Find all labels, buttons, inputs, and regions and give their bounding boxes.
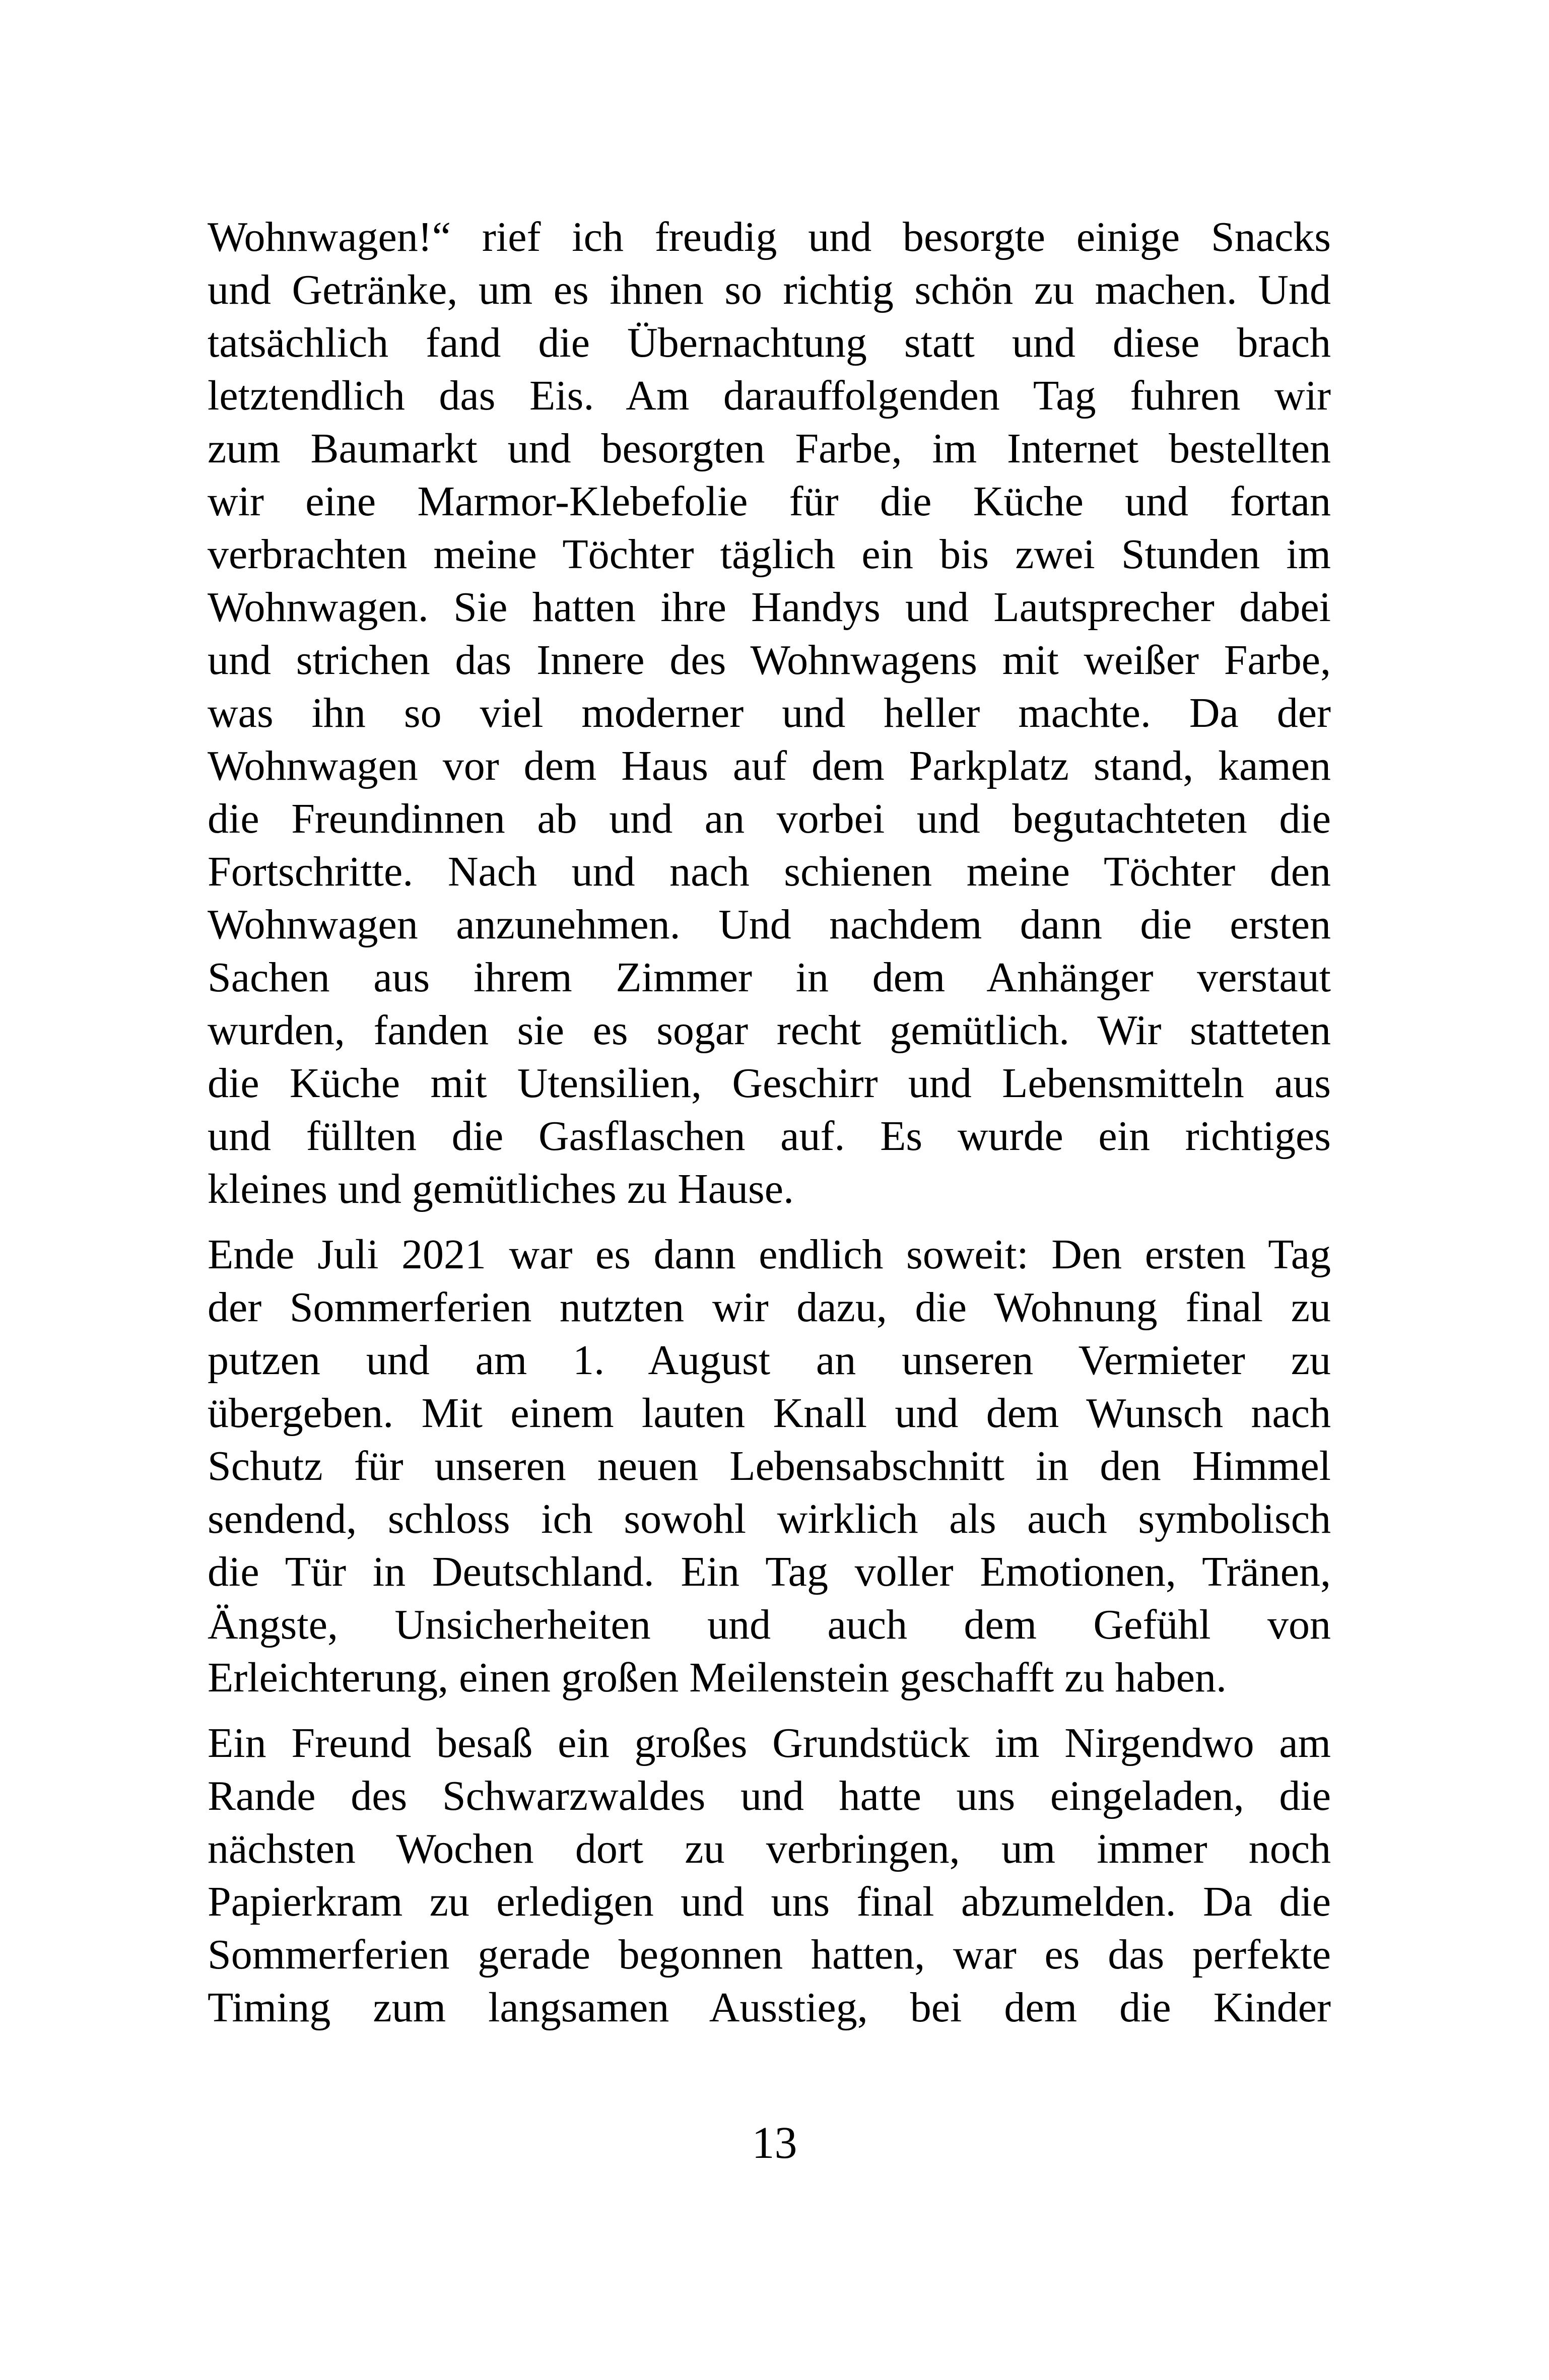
text-line: die Küche mit Utensilien, Geschirr und Lebensmitteln aus — [208, 1060, 1331, 1107]
text-line: der Sommerferien nutzten wir dazu, die Wohnung final zu — [208, 1284, 1331, 1331]
text-line: Erleichterung, einen großen Meilenstein geschafft zu haben. — [208, 1654, 1227, 1701]
paragraph — [208, 1717, 1331, 2034]
text-line: kleines und gemütliches zu Hause. — [208, 1166, 794, 1212]
text-line: letztendlich das Eis. Am darauffolgenden Tag fuhren wir — [208, 372, 1331, 419]
text-line: nächsten Wochen dort zu verbringen, um immer noch — [208, 1825, 1331, 1872]
text-line: verbrachten meine Töchter täglich ein bis zwei Stunden im — [208, 531, 1331, 578]
text-line: Ende Juli 2021 war es dann endlich soweit: Den ersten Tag — [208, 1231, 1331, 1278]
text-line: Ein Freund besaß ein großes Grundstück im Nirgendwo am — [208, 1720, 1331, 1766]
paragraph — [208, 1228, 1331, 1704]
text-line: wurden, fanden sie es sogar recht gemütlich. Wir statteten — [208, 1007, 1331, 1054]
text-line: wir eine Marmor-Klebefolie für die Küche und fortan — [208, 478, 1331, 525]
text-line: übergeben. Mit einem lauten Knall und dem Wunsch nach — [208, 1390, 1331, 1437]
text-line: Wohnwagen. Sie hatten ihre Handys und Lautsprecher dabei — [208, 584, 1331, 631]
text-line: und füllten die Gasflaschen auf. Es wurde ein richtiges — [208, 1113, 1331, 1160]
text-line: und strichen das Innere des Wohnwagens mit weißer Farbe, — [208, 637, 1331, 684]
text-line: putzen und am 1. August an unseren Vermieter zu — [208, 1337, 1331, 1384]
text-line: sendend, schloss ich sowohl wirklich als auch symbolisch — [208, 1495, 1331, 1542]
text-line: Wohnwagen vor dem Haus auf dem Parkplatz stand, kamen — [208, 742, 1331, 789]
text-line: Fortschritte. Nach und nach schienen meine Töchter den — [208, 848, 1331, 895]
text-line: Schutz für unseren neuen Lebensabschnitt in den Himmel — [208, 1443, 1331, 1489]
paragraph — [208, 211, 1331, 1215]
text-line: Timing zum langsamen Ausstieg, bei dem die Kinder — [208, 1984, 1331, 2031]
text-line: und Getränke, um es ihnen so richtig schön zu machen. Und — [208, 266, 1331, 313]
text-line: zum Baumarkt und besorgten Farbe, im Internet bestellten — [208, 425, 1331, 472]
text-line: Wohnwagen!“ rief ich freudig und besorgte einige Snacks — [208, 214, 1331, 260]
text-line: Papierkram zu erledigen und uns final abzumelden. Da die — [208, 1878, 1331, 1925]
text-line: Rande des Schwarzwaldes und hatte uns eingeladen, die — [208, 1773, 1331, 1819]
text-line: Wohnwagen anzunehmen. Und nachdem dann die ersten — [208, 901, 1331, 948]
body-text — [208, 211, 1331, 2047]
text-line: die Tür in Deutschland. Ein Tag voller Emotionen, Tränen, — [208, 1548, 1331, 1595]
text-line: Sommerferien gerade begonnen hatten, war es das perfekte — [208, 1931, 1331, 1978]
text-line: Sachen aus ihrem Zimmer in dem Anhänger verstaut — [208, 954, 1331, 1001]
page-number: 13 — [752, 2118, 797, 2168]
text-line: tatsächlich fand die Übernachtung statt und diese brach — [208, 319, 1331, 366]
text-line: die Freundinnen ab und an vorbei und begutachteten die — [208, 795, 1331, 842]
text-line: was ihn so viel moderner und heller machte. Da der — [208, 690, 1331, 736]
text-line: Ängste, Unsicherheiten und auch dem Gefühl von — [208, 1601, 1331, 1648]
